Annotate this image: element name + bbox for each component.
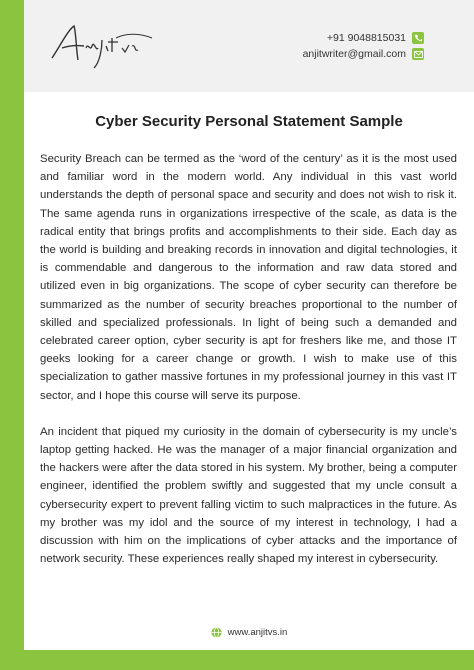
left-accent-bar (0, 0, 24, 670)
phone-number[interactable]: +91 9048815031 (326, 32, 406, 44)
document-title: Cyber Security Personal Statement Sample (95, 113, 403, 130)
website-link[interactable]: www.anjitvs.in (227, 627, 288, 638)
mail-icon (412, 48, 424, 60)
document-body (40, 150, 457, 586)
phone-row (303, 30, 424, 46)
footer (24, 627, 474, 638)
signature-logo (46, 18, 156, 70)
letterhead (24, 0, 474, 92)
contact-block (303, 30, 424, 62)
email-address[interactable]: anjitwriter@gmail.com (302, 48, 406, 60)
globe-icon (211, 627, 222, 638)
email-row (303, 46, 424, 62)
body-paragraph-1: Security Breach can be termed as the ‘word of the century’ as it is the most used and familiar word in the modern world. Any individual in this vast world understands the depth of personal space and security and does not wish to risk it. The same agenda runs in organizations irrespective of the scale, as data is the radical entity that brings profits and accomplishments to their side. Each day as the world is building and breaking records in innovation and digital technologies, it is commendable and dangerous to the information and raw data stored and utilized even in big organizations. The scope of cyber security can therefore be summarized as the number of security breaches proportional to the number of skilled and specialized professionals. In light of being such a demanded and celebrated career option, cyber security is apt for freshers like me, and those IT geeks looking for a career change or growth. I wish to make use of this specialization to gather massive fortunes in my professional journey in this vast IT sector, and I hope this course will serve its purpose. (40, 153, 457, 402)
body-paragraph-2: An incident that piqued my curiosity in the domain of cybersecurity is my uncle’s laptop getting hacked. He was the manager of a major financial organization and the hackers were after the data stored in his system. My brother, being a computer engineer, identified the problem swiftly and suggested that my uncle consult a cybersecurity expert to prevent falling victim to such malpractices in the future. As my brother was my idol and the source of my interest in technology, I had a discussion with him on the implications of cyber attacks and the importance of network security. These experiences really shaped my interest in cybersecurity. (40, 425, 457, 566)
phone-icon (412, 32, 424, 44)
bottom-accent-bar (0, 650, 474, 670)
